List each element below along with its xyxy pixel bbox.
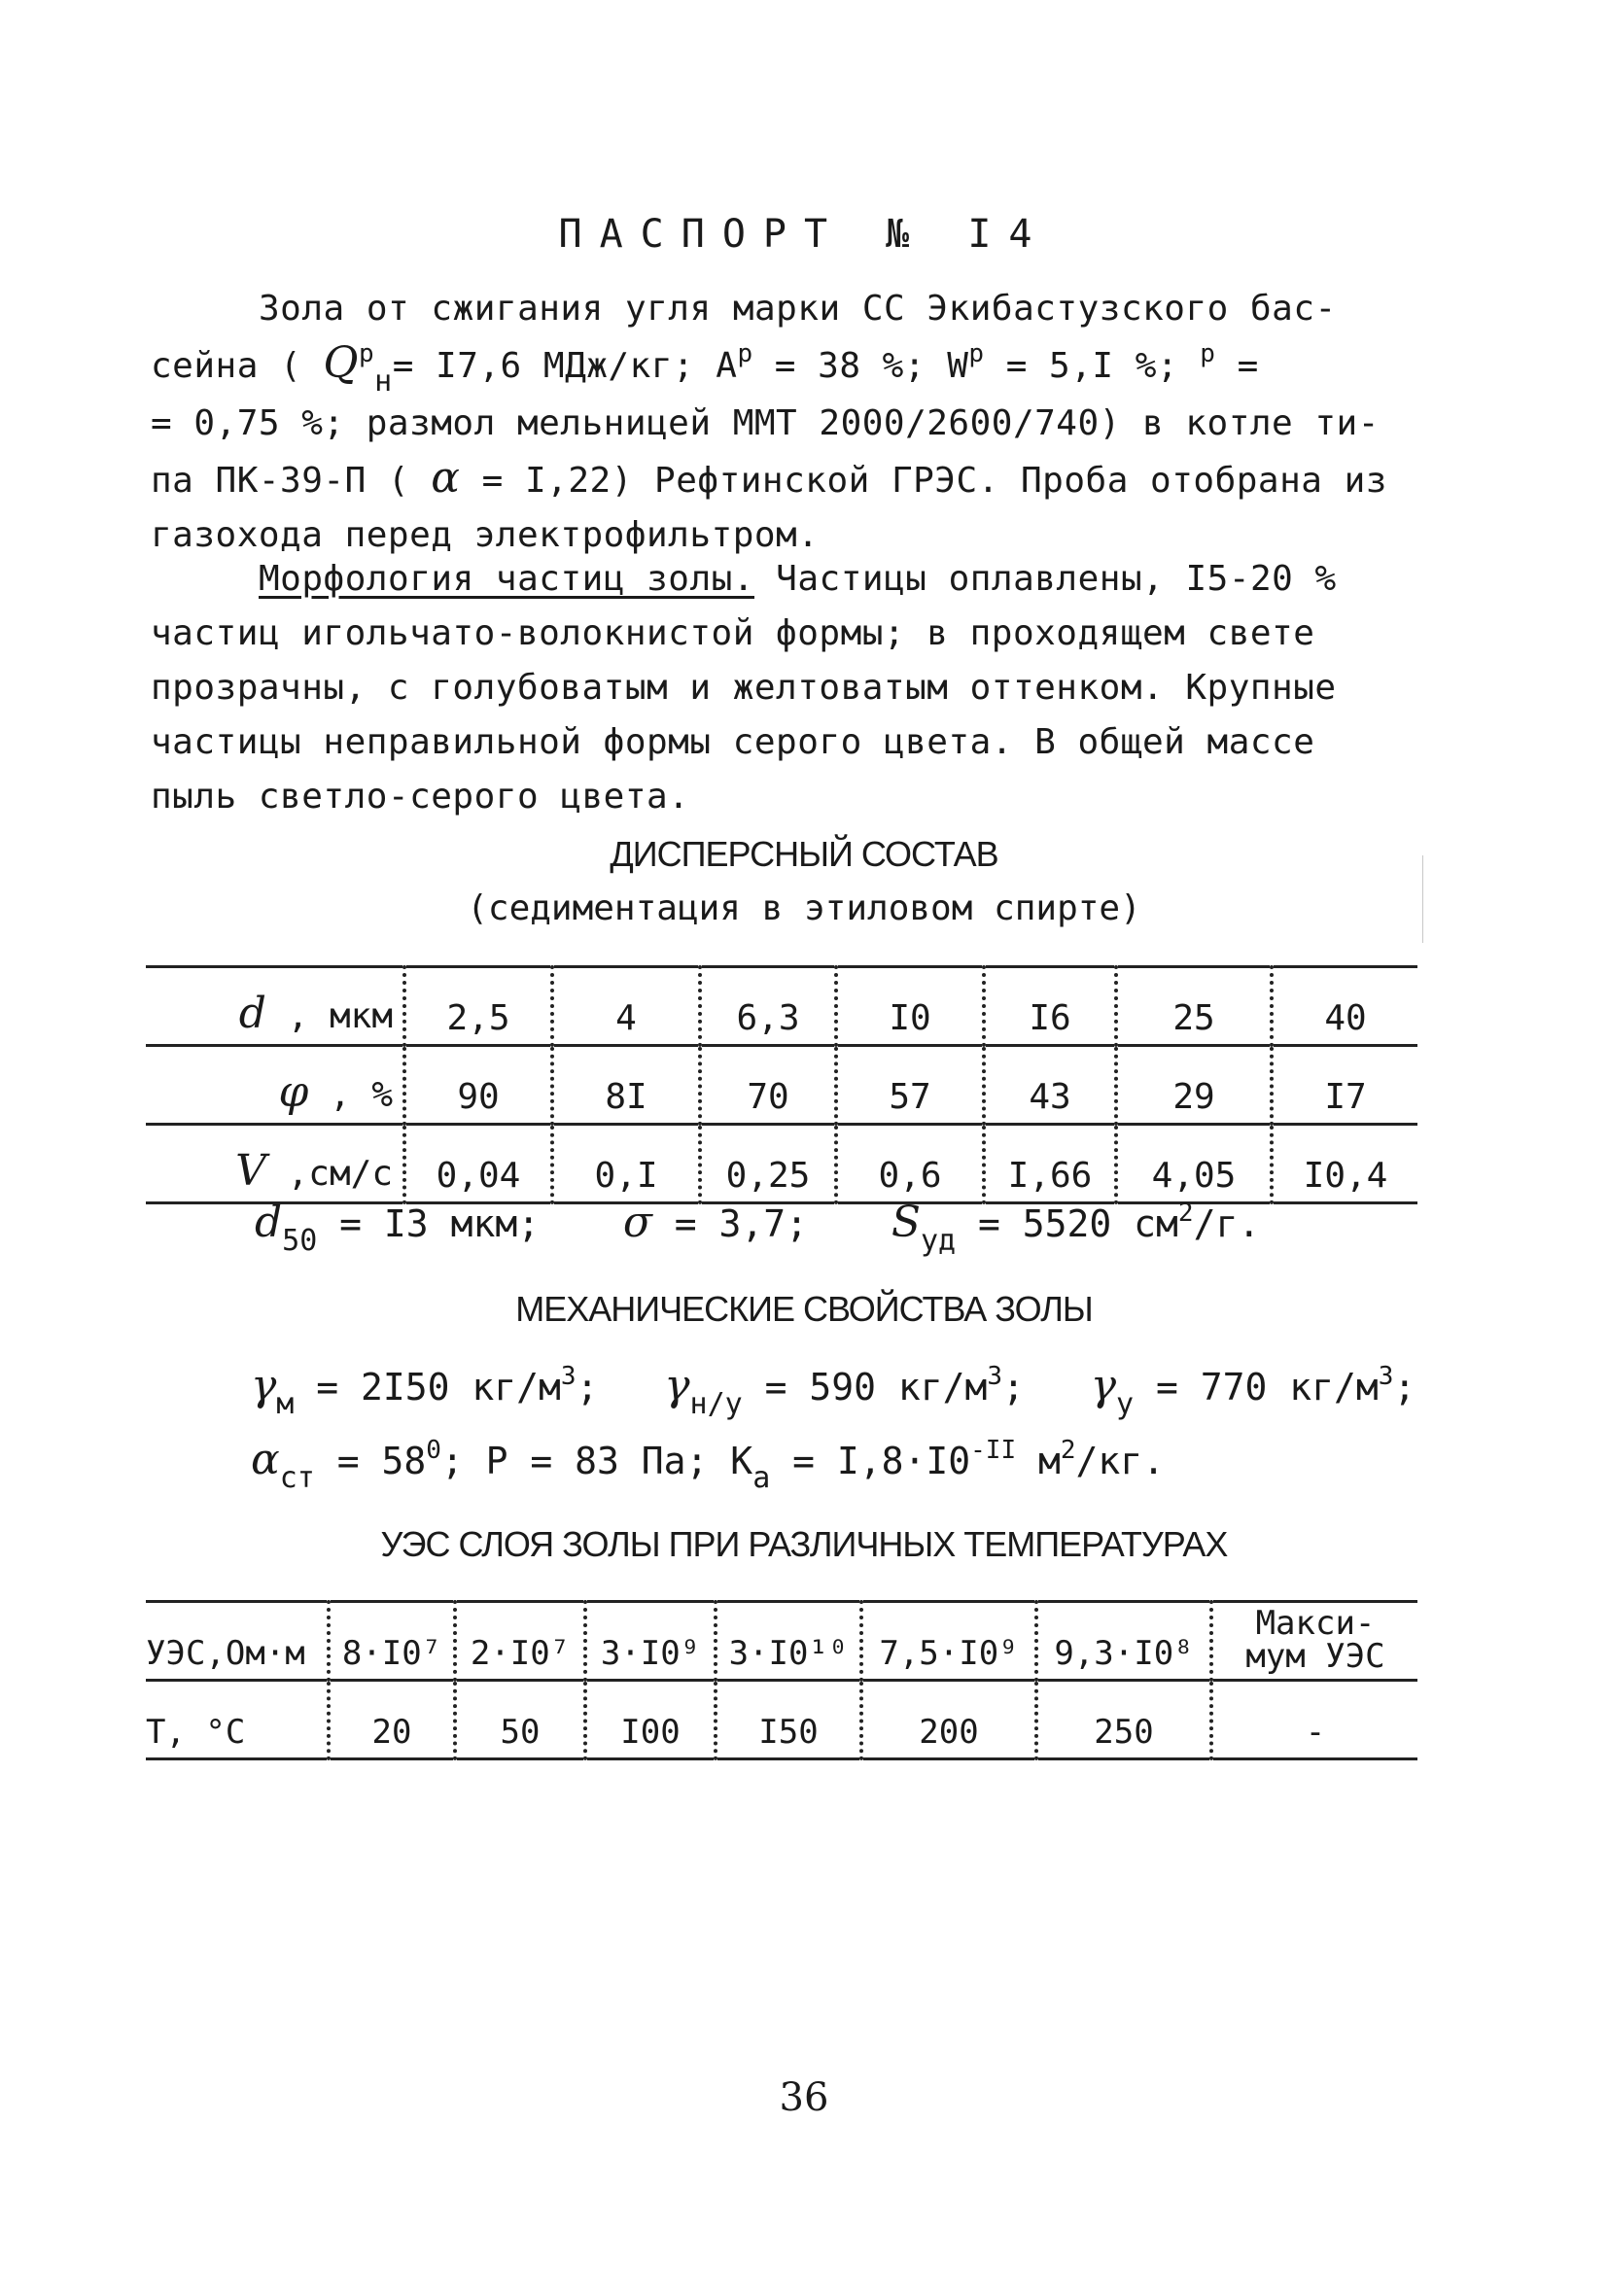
mechanical-heading: МЕХАНИЧЕСКИЕ СВОЙСТВА ЗОЛЫ	[515, 1289, 1093, 1329]
row-label-fraction	[146, 1046, 404, 1125]
packed-density-sup: 3	[1378, 1362, 1394, 1391]
table-cell: 40	[1272, 967, 1417, 1046]
intro-line-2	[151, 336, 1387, 397]
table-row	[146, 1681, 1417, 1759]
table-cell: I6	[984, 967, 1116, 1046]
angle-value: = 58	[314, 1440, 427, 1482]
table-cell: 0,25	[700, 1125, 836, 1203]
intro-line-2-e: =	[1215, 346, 1259, 386]
table-row	[146, 1602, 1417, 1681]
specific-surface-value: = 5520 см	[956, 1202, 1178, 1245]
table-cell: I,66	[984, 1125, 1116, 1203]
intro-line-4	[151, 451, 1387, 508]
true-density-end: ;	[576, 1366, 599, 1409]
fraction-unit: , %	[308, 1075, 393, 1115]
k-sup: -II	[970, 1436, 1017, 1465]
table-cell: I50	[716, 1681, 861, 1759]
table-cell: 25	[1116, 967, 1272, 1046]
true-density-value: = 2I50 кг/м	[294, 1366, 561, 1409]
bulk-density-sup: 3	[987, 1362, 1003, 1391]
moisture-sup: р	[968, 339, 985, 368]
median-diameter-sub: 50	[282, 1224, 318, 1258]
page-number: 36	[779, 2075, 829, 2120]
morphology-line-2: частиц игольчато-волокнистой формы; в проходящем свете	[151, 613, 1315, 653]
dispersion-subheading: (седиментация в этиловом спирте)	[467, 888, 1141, 928]
heat-value-sub: н	[374, 365, 393, 399]
table-cell: 2·I0⁷	[455, 1602, 585, 1681]
diameter-unit: , мкм	[265, 996, 393, 1036]
table-cell: 200	[861, 1681, 1036, 1759]
intro-line-1: Зола от сжигания угля марки СС Экибастузского бас-	[259, 289, 1337, 329]
median-diameter-symbol: d	[255, 1198, 283, 1247]
table-cell: 2,5	[404, 967, 552, 1046]
resistivity-heading: УЭС СЛОЯ ЗОЛЫ ПРИ РАЗЛИЧНЫХ ТЕМПЕРАТУРАХ	[380, 1524, 1228, 1564]
morphology-line-5: пыль светло-серого цвета.	[151, 777, 690, 817]
table-row	[146, 1125, 1417, 1203]
bulk-density-value: = 590 кг/м	[742, 1366, 988, 1409]
packed-density-symbol: γ	[1090, 1361, 1117, 1410]
dispersion-summary	[255, 1198, 1261, 1258]
k-unit-sup: 2	[1060, 1436, 1076, 1465]
intro-line-2-b: = I7,6 МДж/кг; A	[392, 346, 738, 386]
intro-line-2-c: = 38 %; W	[752, 346, 969, 386]
velocity-unit: ,см/с	[265, 1154, 393, 1194]
table-cell: 3·I0¹⁰	[716, 1602, 861, 1681]
table-cell: 3·I0⁹	[585, 1602, 716, 1681]
specific-surface-sup: 2	[1177, 1199, 1194, 1228]
sigma-value: = 3,7;	[651, 1202, 809, 1245]
k-value: = I,8·I0	[770, 1440, 971, 1482]
table-cell: I0	[836, 967, 984, 1046]
morphology-line-3: прозрачны, с голубоватым и желтоватым оттенком. Крупные	[151, 668, 1337, 708]
table-row	[146, 1046, 1417, 1125]
row-label-temperature: T, °C	[146, 1713, 246, 1752]
table-row	[146, 967, 1417, 1046]
row-label-resistivity: УЭС,Ом·м	[146, 1634, 305, 1673]
true-density-sup: 3	[560, 1362, 577, 1391]
intro-line-5: газохода перед электрофильтром.	[151, 515, 820, 555]
bulk-density-symbol: γ	[664, 1361, 690, 1410]
table-cell: 7,5·I0⁹	[861, 1602, 1036, 1681]
angle-sup: 0	[426, 1436, 441, 1465]
row-label-diameter	[146, 967, 404, 1046]
densities-line	[251, 1361, 1416, 1421]
morphology-line-4: частицы неправильной формы серого цвета. В общей массе	[151, 722, 1315, 762]
table-cell: 50	[455, 1681, 585, 1759]
table-cell: 250	[1036, 1681, 1211, 1759]
table-cell: 4,05	[1116, 1125, 1272, 1203]
packed-density-sub: у	[1116, 1387, 1135, 1421]
angle-rest: ; P = 83 Па; K	[440, 1440, 753, 1482]
table-cell: -	[1211, 1681, 1417, 1759]
table-cell: 0,04	[404, 1125, 552, 1203]
specific-surface-sub: уд	[921, 1224, 957, 1258]
table-cell: I00	[585, 1681, 716, 1759]
diameter-symbol: d	[238, 989, 266, 1038]
k-sub: а	[752, 1461, 771, 1495]
table-cell: I7	[1272, 1046, 1417, 1125]
table-cell: 0,I	[552, 1125, 700, 1203]
row-label-velocity	[146, 1125, 404, 1203]
intro-paragraph	[151, 282, 1387, 563]
morphology-label: Морфология частиц золы.	[259, 559, 754, 599]
table-cell: 0,6	[836, 1125, 984, 1203]
fraction-symbol: φ	[278, 1067, 309, 1117]
sigma-symbol: σ	[622, 1198, 652, 1247]
table-cell: 70	[700, 1046, 836, 1125]
angle-symbol: α	[251, 1435, 280, 1484]
table-cell: 57	[836, 1046, 984, 1125]
intro-line-4-b: = I,22) Рефтинской ГРЭС. Проба отобрана из	[460, 461, 1387, 501]
intro-line-2-a: сейна (	[151, 346, 324, 386]
scan-artifact-line	[1422, 855, 1423, 943]
table-cell: 29	[1116, 1046, 1272, 1125]
bulk-density-sub: н/у	[689, 1387, 743, 1421]
dispersion-heading: ДИСПЕРСНЫЙ СОСТАВ	[610, 834, 998, 874]
packed-density-value: = 770 кг/м	[1134, 1366, 1379, 1409]
morphology-line-1	[151, 552, 1337, 607]
morphology-line-1-rest: Частицы оплавлены, I5-20 %	[754, 559, 1337, 599]
page-title: ПАСПОРТ № I4	[558, 212, 1050, 257]
true-density-symbol: γ	[251, 1361, 277, 1410]
intro-line-4-a: па ПК-39-П (	[151, 461, 432, 501]
table-cell: 4	[552, 967, 700, 1046]
specific-surface-symbol: S	[891, 1198, 921, 1247]
residue-sup: р	[1200, 339, 1216, 368]
table-cell: 20	[329, 1681, 455, 1759]
heat-value-sup: р	[358, 339, 375, 368]
table-cell: 90	[404, 1046, 552, 1125]
intro-line-2-d: = 5,I %;	[984, 346, 1201, 386]
morphology-paragraph	[151, 552, 1337, 824]
k-end: /кг.	[1075, 1440, 1166, 1482]
excess-air-symbol: α	[431, 453, 461, 503]
velocity-symbol: V	[235, 1146, 266, 1196]
angle-sub: ст	[279, 1461, 315, 1495]
ash-sup: р	[737, 339, 753, 368]
table-cell: 8·I0⁷	[329, 1602, 455, 1681]
bulk-density-end: ;	[1002, 1366, 1025, 1409]
true-density-sub: м	[276, 1387, 295, 1421]
table-cell: Макси- мум УЭС	[1211, 1602, 1417, 1681]
table-cell: 43	[984, 1046, 1116, 1125]
dispersion-table	[146, 965, 1417, 1204]
table-cell: 9,3·I0⁸	[1036, 1602, 1211, 1681]
resistivity-table	[146, 1600, 1417, 1760]
median-diameter-value: = I3 мкм;	[317, 1202, 541, 1245]
table-cell: 8I	[552, 1046, 700, 1125]
specific-surface-unit: /г.	[1193, 1202, 1261, 1245]
angle-line	[251, 1435, 1166, 1495]
table-cell: 6,3	[700, 967, 836, 1046]
intro-line-3: = 0,75 %; размол мельницей ММТ 2000/2600/740) в котле ти-	[151, 403, 1380, 443]
packed-density-end: ;	[1393, 1366, 1416, 1409]
heat-value-symbol: Q	[323, 338, 359, 388]
k-unit: м	[1016, 1440, 1061, 1482]
table-cell: I0,4	[1272, 1125, 1417, 1203]
